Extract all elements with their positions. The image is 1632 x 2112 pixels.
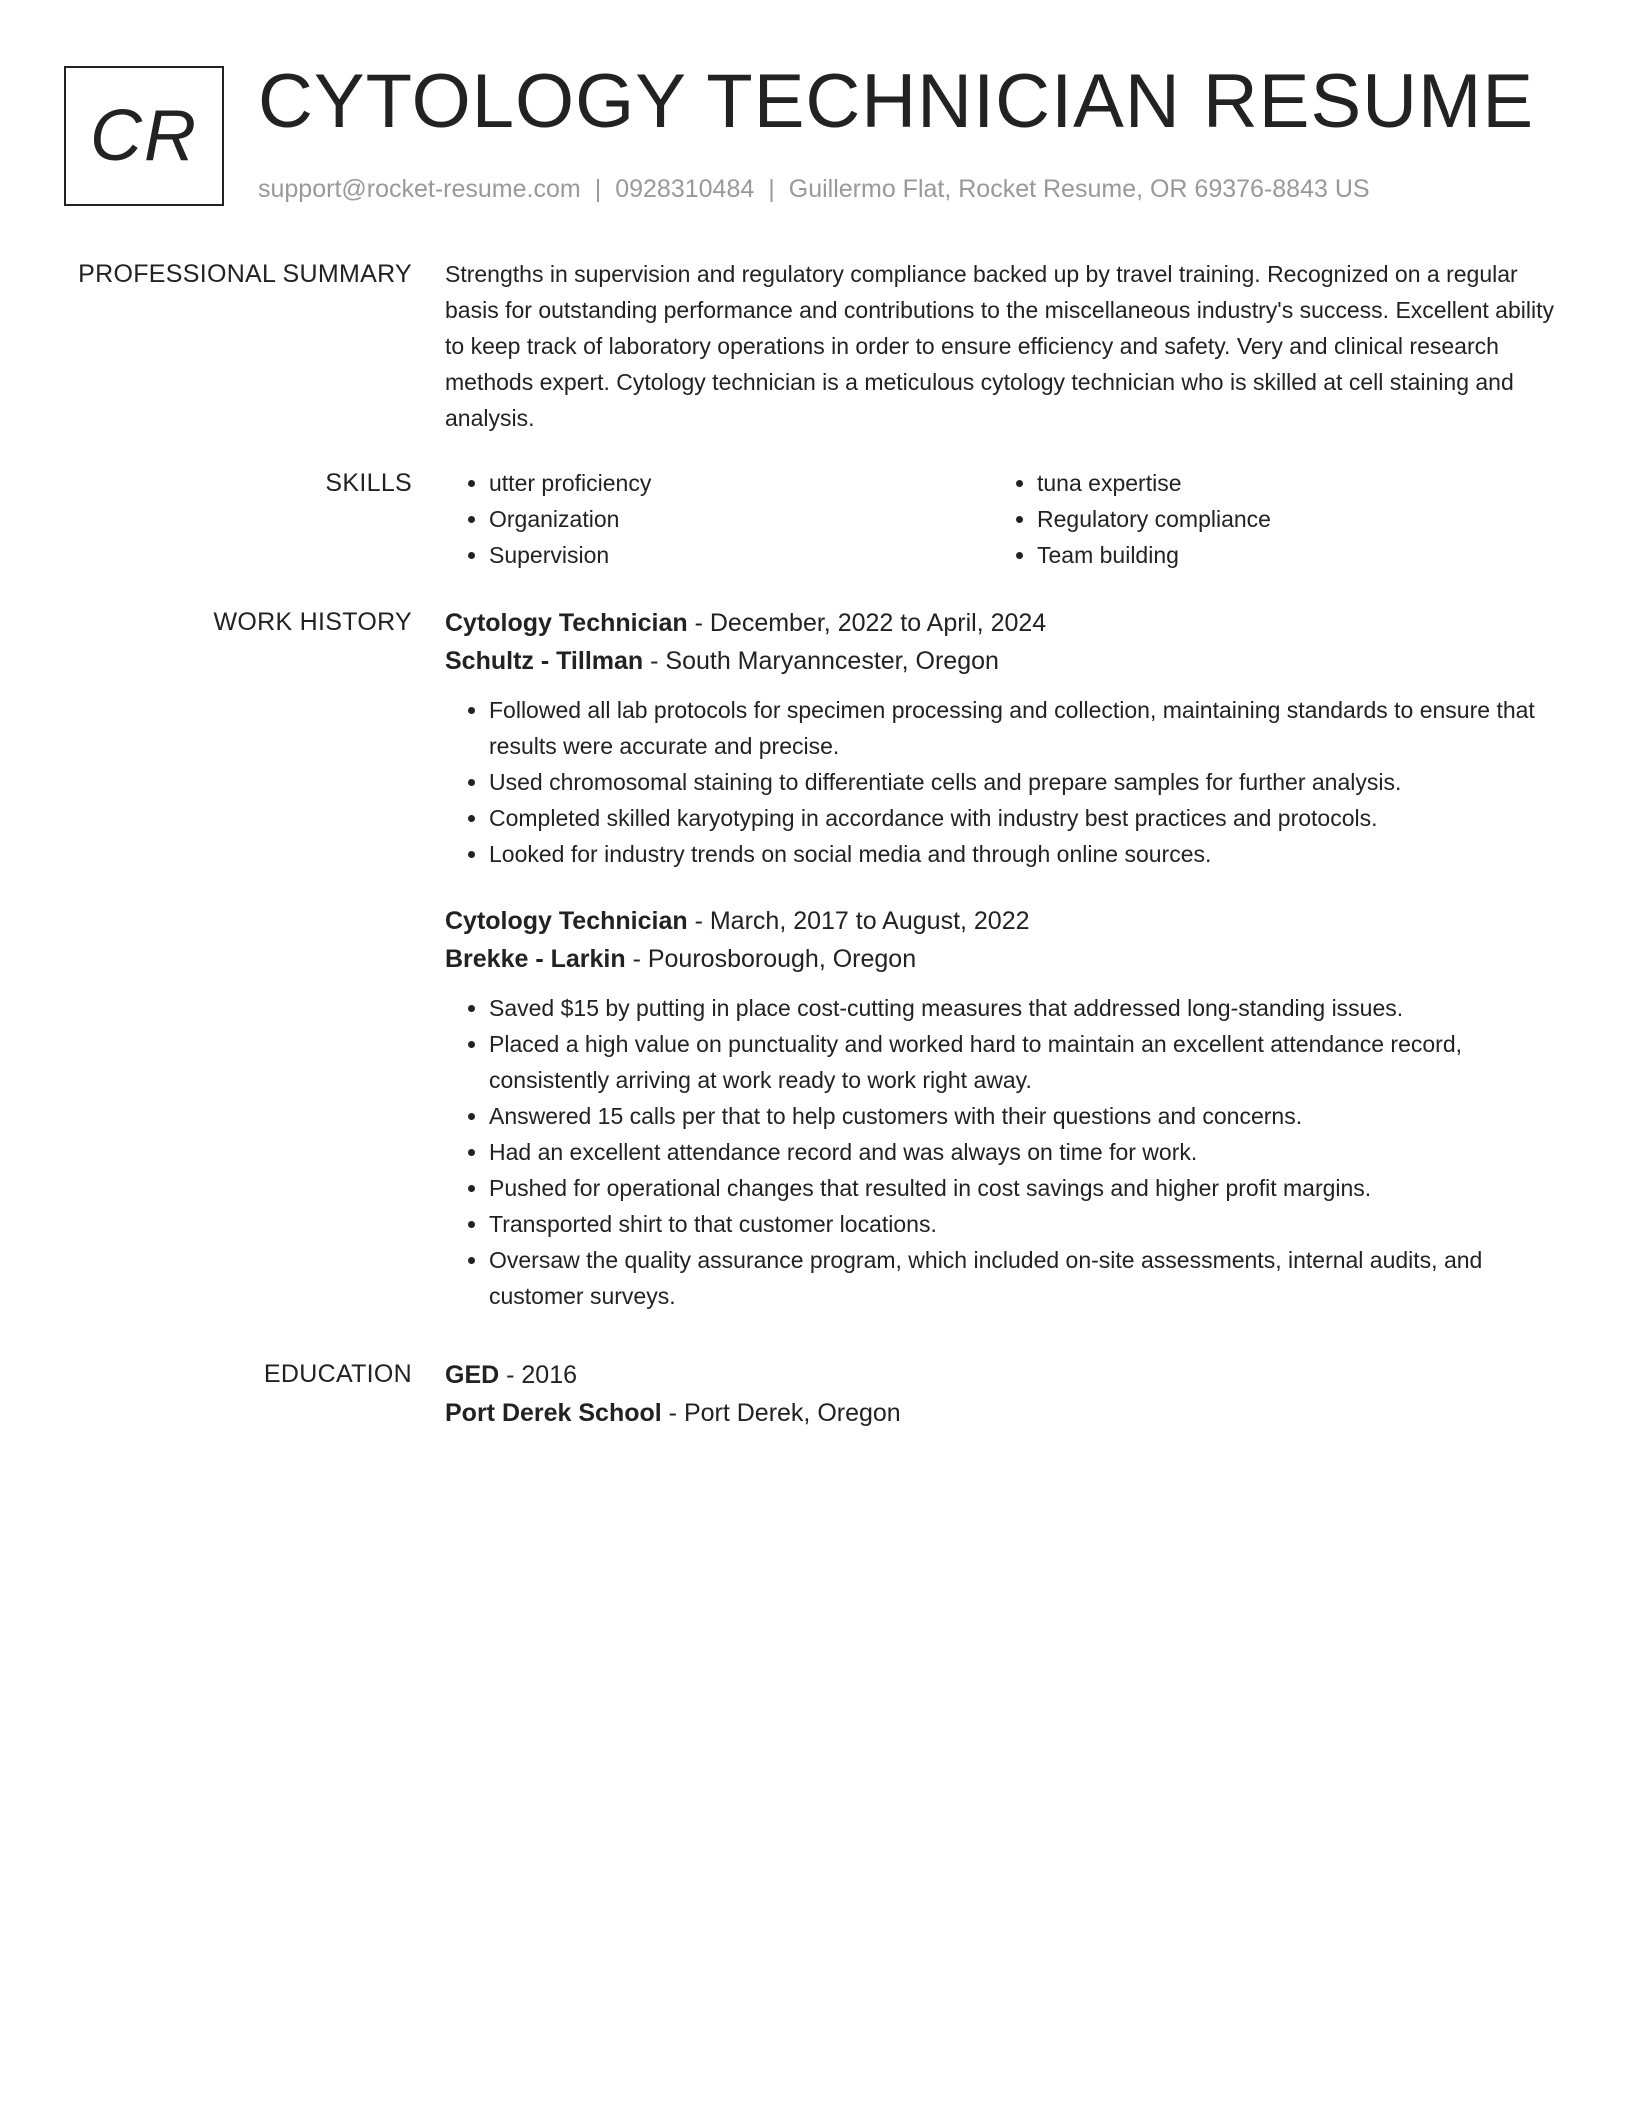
- skill-item: • tuna expertise: [1037, 465, 1541, 501]
- job-bullet: • Oversaw the quality assurance program, which included on-site assessments, internal audits, and customer surveys.: [489, 1242, 1563, 1314]
- job-company-line: [445, 642, 1563, 680]
- education-body: [445, 1356, 1563, 1432]
- job-bullet: • Looked for industry trends on social media and through online sources.: [489, 836, 1563, 872]
- contact-email[interactable]: support@rocket-resume.com: [258, 175, 581, 203]
- job-bullets: [445, 990, 1563, 1314]
- skill-item: • utter proficiency: [489, 465, 993, 501]
- skill-item: • Supervision: [489, 537, 993, 573]
- school-location: - Port Derek, Oregon: [661, 1399, 901, 1427]
- section-heading-skills: SKILLS: [325, 469, 412, 497]
- job-dates: - March, 2017 to August, 2022: [687, 907, 1030, 935]
- summary-body: [445, 256, 1563, 436]
- job-company-line: [445, 940, 1563, 978]
- job-bullet: • Used chromosomal staining to differentiate cells and prepare samples for further analysis.: [489, 764, 1563, 800]
- job-title-line: [445, 604, 1563, 642]
- section-heading-work-history: WORK HISTORY: [213, 608, 412, 636]
- job-entry: [445, 604, 1563, 872]
- job-title-line: [445, 902, 1563, 940]
- degree-year: - 2016: [499, 1361, 578, 1389]
- school-name: Port Derek School: [445, 1399, 662, 1427]
- job-company: Schultz - Tillman: [445, 647, 644, 675]
- summary-text: Strengths in supervision and regulatory compliance backed up by travel training. Recognized on a regular basis for outstanding performance and contributions to the miscellaneous industry's success. Excellent ability to keep track of laboratory operations in order to ensure efficiency and safety. Very and clinical research methods expert. Cytology technician is a meticulous cytology technician who is skilled at cell staining and analysis.: [445, 261, 1554, 431]
- job-bullet: • Completed skilled karyotyping in accordance with industry best practices and protocols.: [489, 800, 1563, 836]
- contact-address: Guillermo Flat, Rocket Resume, OR 69376-8843 US: [788, 175, 1370, 203]
- job-bullet: • Transported shirt to that customer locations.: [489, 1206, 1563, 1242]
- job-title: Cytology Technician: [445, 609, 688, 637]
- degree-line: [445, 1356, 1563, 1394]
- skills-list: [445, 465, 1563, 573]
- job-bullet: • Pushed for operational changes that resulted in cost savings and higher profit margins.: [489, 1170, 1563, 1206]
- contact-phone[interactable]: 0928310484: [615, 175, 755, 203]
- job-entry: [445, 902, 1563, 1314]
- job-location: - Pourosborough, Oregon: [625, 945, 917, 973]
- job-bullet: • Saved $15 by putting in place cost-cutting measures that addressed long-standing issues.: [489, 990, 1563, 1026]
- job-dates: - December, 2022 to April, 2024: [687, 609, 1047, 637]
- job-location: - South Maryanncester, Oregon: [643, 647, 999, 675]
- degree: GED: [445, 1361, 500, 1389]
- monogram-logo: CR: [64, 66, 224, 206]
- job-bullet: • Followed all lab protocols for specimen processing and collection, maintaining standards to ensure that results were accurate and precise.: [489, 692, 1563, 764]
- skill-item: • Organization: [489, 501, 993, 537]
- job-bullets: [445, 692, 1563, 872]
- separator: |: [768, 175, 775, 203]
- job-title: Cytology Technician: [445, 907, 688, 935]
- separator: |: [594, 175, 602, 203]
- job-bullet: • Answered 15 calls per that to help customers with their questions and concerns.: [489, 1098, 1563, 1134]
- skill-item: • Team building: [1037, 537, 1541, 573]
- job-bullet: • Had an excellent attendance record and was always on time for work.: [489, 1134, 1563, 1170]
- job-bullet: • Placed a high value on punctuality and worked hard to maintain an excellent attendance record, consistently arriving at work ready to work right away.: [489, 1026, 1563, 1098]
- contact-line: [258, 172, 1370, 206]
- skill-item: • Regulatory compliance: [1037, 501, 1541, 537]
- job-company: Brekke - Larkin: [445, 945, 626, 973]
- section-heading-education: EDUCATION: [263, 1360, 412, 1388]
- skills-column-left: [445, 465, 993, 573]
- page-title: CYTOLOGY TECHNICIAN RESUME: [258, 59, 1535, 144]
- school-line: [445, 1394, 1563, 1432]
- work-history-body: [445, 604, 1563, 1314]
- skills-column-right: [993, 465, 1541, 573]
- section-heading-summary: PROFESSIONAL SUMMARY: [78, 260, 412, 288]
